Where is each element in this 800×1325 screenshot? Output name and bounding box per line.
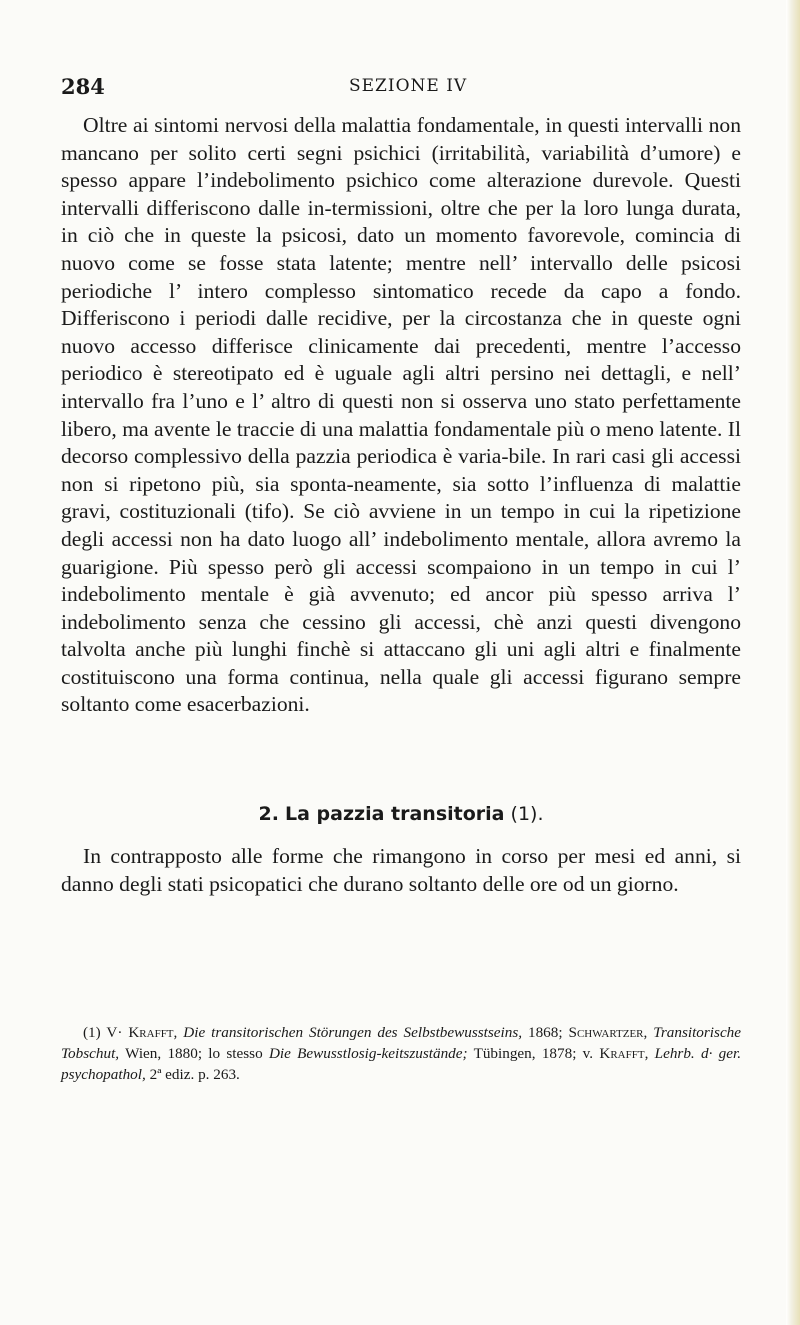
section-title: SEZIONE IV [349, 76, 468, 96]
footnote-title: Die transitorischen Störungen des Selbstbewusstseins, [183, 1024, 523, 1041]
footnote-title: Die Bewusstlosig-keitszustände; [268, 1045, 468, 1062]
footnote-author: Schwartzer, [568, 1024, 648, 1041]
footnote-year: 1868; [527, 1024, 563, 1041]
section-heading [61, 801, 741, 827]
footnote-author: Krafft, [599, 1045, 649, 1062]
body-paragraph-1: Oltre ai sintomi nervosi della malattia fondamentale, in questi intervalli non mancano per solito certi segni psichici (irritabilità, variabilità d’umore) e spesso appare l’indebolimento psichico come alterazione durevole. Questi intervalli differiscono dalle in-termissioni, oltre che per la loro lunga durata, in ciò che in queste la psicosi, dato un momento favorevole, comincia di nuovo come se fosse stata latente; mentre nell’ intervallo delle psicosi periodiche l’ intero complesso sintomatico recede da capo a fondo. Differiscono i periodi dalle recidive, per la circostanza che in queste ogni nuovo accesso differisce clinicamente dai precedenti, mentre l’accesso periodico è stereotipato ed è uguale agli altri persino nei dettagli, e nell’ intervallo fra l’uno e l’ altro di questi non si osserva uno stato perfettamente libero, ma avente le traccie di una malattia fondamentale più o meno latente. Il decorso complessivo della pazzia periodica è varia-bile. In rari casi gli accessi non si ripetono più, sia sponta-neamente, sia sotto l’influenza di malattie gravi, costituzionali (tifo). Se ciò avviene in un tempo in cui la ripetizione degli accessi non ha dato luogo all’ indebolimento mentale, allora avremo la guarigione. Più spesso però gli accessi scompaiono in un tempo in cui l’ indebolimento mentale è già avvenuto; ed ancor più spesso arriva l’ indebolimento senza che cessino gli accessi, chè anzi questi divengono talvolta anche più lunghi finchè si attaccano gli uni agli altri e finalmente costituiscono una forma continua, nella quale gli accessi figurano sempre soltanto come esacerbazioni. [61, 113, 741, 717]
section-heading-title: La pazzia transitoria [285, 803, 505, 825]
footnote-edition: 2ª ediz. p. 263. [149, 1066, 240, 1083]
page-edge [786, 0, 800, 1325]
footnote-publication: Wien, 1880; lo stesso [125, 1045, 263, 1062]
footnote-mark: (1) [83, 1024, 101, 1041]
body-paragraph-2: In contrapposto alle forme che rimangono in corso per mesi ed anni, si danno degli stati psicopatici che durano soltanto delle ore od un giorno. [61, 844, 741, 896]
running-head [61, 74, 741, 98]
footnote-publication: Tübingen, 1878; v. [473, 1045, 594, 1062]
section-number: 2. [258, 803, 279, 825]
footnote-reference: (1). [510, 803, 544, 825]
footnote-author-prefix: V· [106, 1024, 123, 1041]
footnote-title: Transitorische Tobschut, [61, 1024, 742, 1062]
page-number: 284 [61, 74, 105, 99]
footnote [61, 1022, 741, 1085]
footnote-title: Lehrb. d· ger. psychopathol, [61, 1045, 741, 1083]
footnote-author: Krafft, [128, 1024, 178, 1041]
